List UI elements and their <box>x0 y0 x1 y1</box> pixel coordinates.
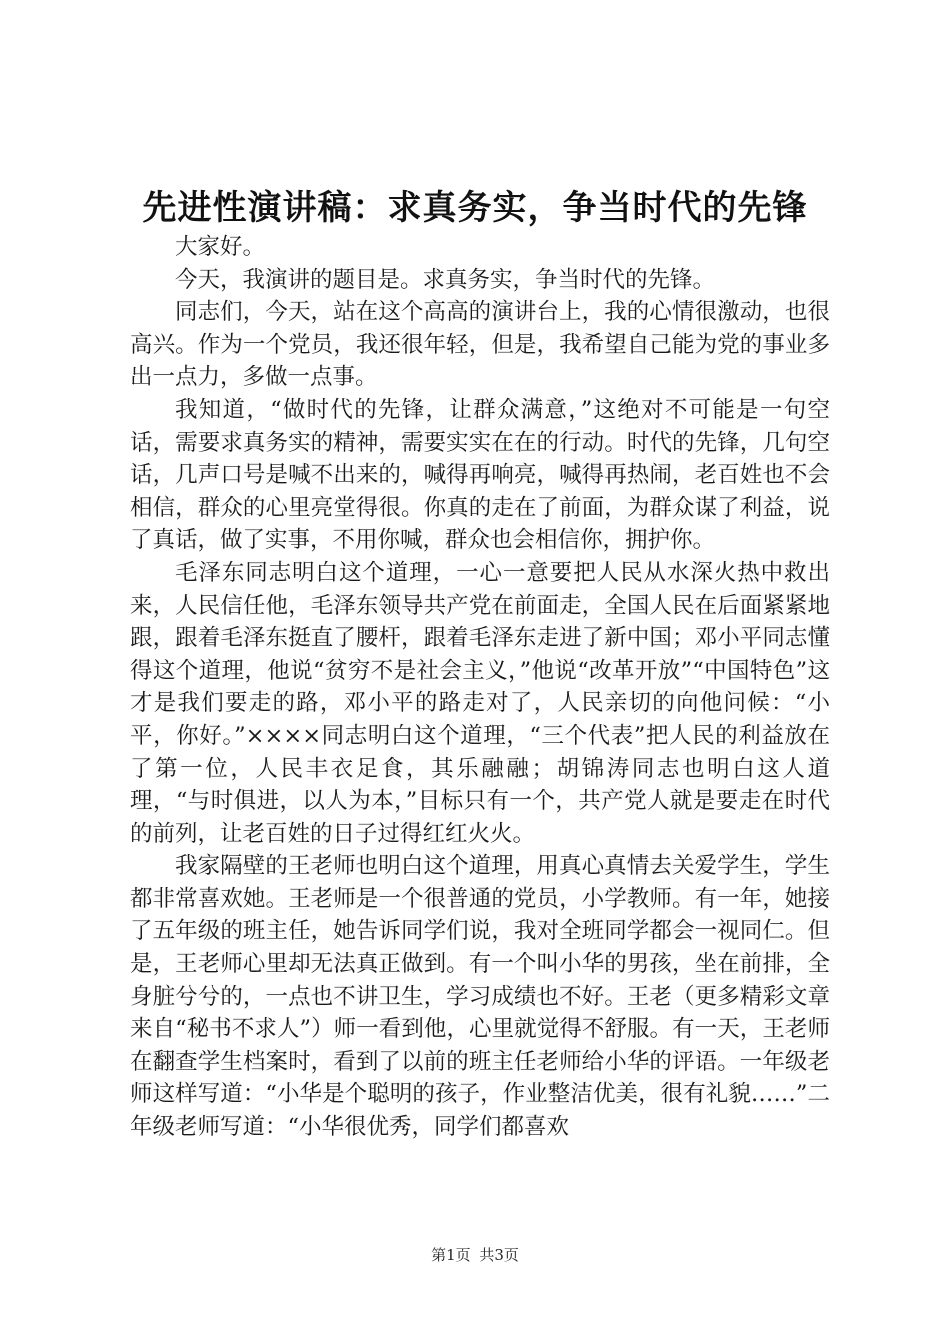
paragraph-greeting: 大家好。 <box>175 234 266 260</box>
page-total: 共3页 <box>479 1246 519 1264</box>
paragraph-teacher-wang: 我家隔壁的王老师也明白这个道理，用真心真情去关爱学生，学生都非常喜欢她。王老师是一个很普通的党员，小学教师。有一年，她接了五年级的班主任，她告诉同学们说，我对全班同学都会一视同仁。但是，王老师心里却无法真正做到。有一个叫小华的男孩，坐在前排，全身脏兮兮的，一点也不讲卫生，学习成绩也不好。王老（更多精彩文章来自“秘书不求人”）师一看到他，心里就觉得不舒服。有一天，王老师在翻查学生档案时，看到了以前的班主任老师给小华的评语。一年级老师这样写道：“小华是个聪明的孩子，作业整洁优美，很有礼貌……”二年级老师写道：“小华很优秀，同学们都喜欢 <box>130 853 830 1141</box>
paragraph-vanguard: 我知道，“做时代的先锋，让群众满意，”这绝对不可能是一句空话，需要求真务实的精神，需要实实在在的行动。时代的先锋，几句空话，几声口号是喊不出来的，喊得再响亮，喊得再热闹，老百姓也不会相信，群众的心里亮堂得很。你真的走在了前面，为群众谋了利益，说了真话，做了实事，不用你喊，群众也会相信你，拥护你。 <box>130 396 830 554</box>
page-number: 第1页 <box>431 1246 471 1264</box>
paragraph-leaders: 毛泽东同志明白这个道理，一心一意要把人民从水深火热中救出来，人民信任他，毛泽东领导共产党在前面走，全国人民在后面紧紧地跟，跟着毛泽东挺直了腰杆，跟着毛泽东走进了新中国；邓小平同志懂得这个道理，他说“贫穷不是社会主义，”他说“改革开放”“中国特色”这才是我们要走的路，邓小平的路走对了，人民亲切的向他问候：“小平，你好。”××××同志明白这个道理，“三个代表”把人民的利益放在了第一位，人民丰衣足食，其乐融融；胡锦涛同志也明白这人道理，“与时俱进，以人为本，”目标只有一个，共产党人就是要走在时代的前列，让老百姓的日子过得红红火火。 <box>130 559 830 847</box>
paragraph-topic: 今天，我演讲的题目是。求真务实，争当时代的先锋。 <box>175 266 716 293</box>
document-body <box>130 231 830 1144</box>
document-title: 先进性演讲稿：求真务实，争当时代的先锋 <box>142 188 808 228</box>
page-footer <box>0 1244 950 1265</box>
paragraph-intro: 同志们，今天，站在这个高高的演讲台上，我的心情很激动，也很高兴。作为一个党员，我还很年轻，但是，我希望自己能为党的事业多出一点力，多做一点事。 <box>130 299 830 391</box>
